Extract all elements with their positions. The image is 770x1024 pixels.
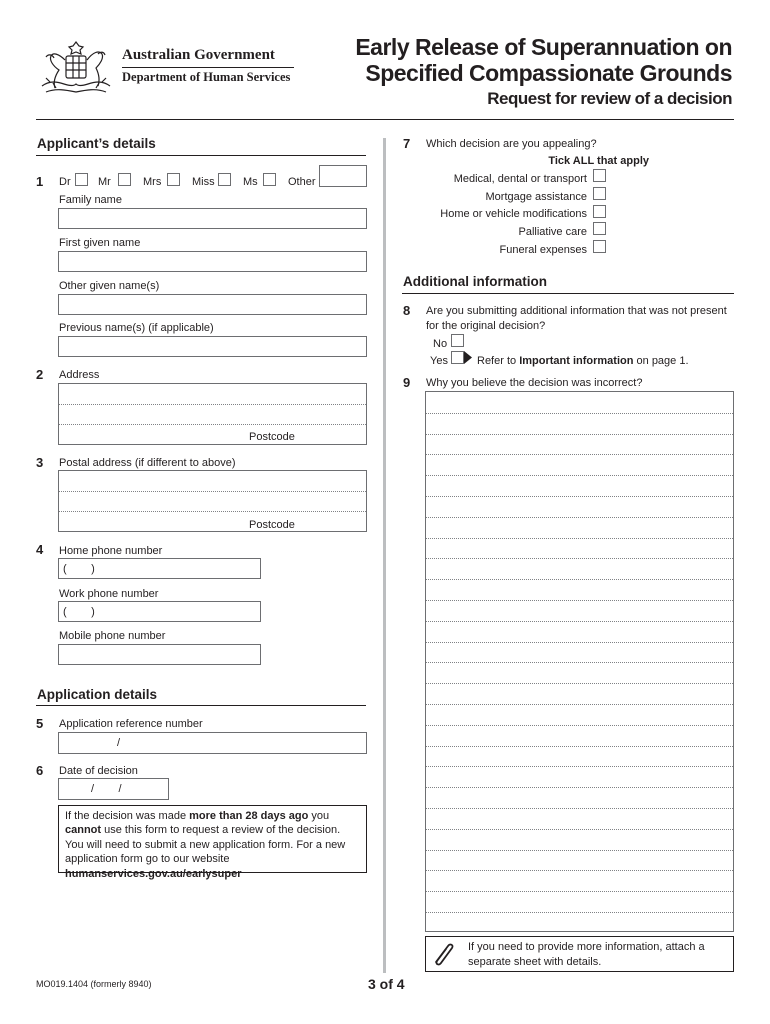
q8-refer-text [477,355,689,367]
applicant-heading: Applicant’s details [37,136,156,151]
attach-line1: If you need to provide more information, attach a [468,941,705,953]
applicant-heading-rule [36,155,366,156]
ref-number-slash: / [117,737,121,749]
answer-line [426,891,733,892]
answer-line [426,413,733,414]
q7-question: Which decision are you appealing? [426,138,597,150]
title-other-label: Other [288,176,316,188]
option-funeral-label: Funeral expenses [499,244,587,256]
additional-heading: Additional information [403,274,547,289]
answer-line [426,517,733,518]
application-heading-rule [36,705,366,706]
q7-number: 7 [403,136,411,151]
home-phone-label: Home phone number [59,545,163,557]
option-palliative-label: Palliative care [518,226,587,238]
answer-line [426,766,733,767]
date-of-decision-label: Date of decision [59,765,138,777]
note-text-1: If the decision was made [65,810,190,822]
coat-of-arms-logo [36,36,116,100]
form-title-line1: Early Release of Superannuation on [355,34,732,60]
answer-line [426,746,733,747]
answer-line [426,808,733,809]
note-bold-1: more than 28 days ago [189,810,309,822]
answer-line [426,538,733,539]
q8-yes-checkbox[interactable] [451,351,464,364]
date-slashes: / / [91,783,122,795]
paperclip-icon [430,940,456,968]
title-miss-label: Miss [192,176,215,188]
family-name-input[interactable] [58,208,367,229]
option-funeral-checkbox[interactable] [593,240,606,253]
postal-postcode-label: Postcode [249,519,295,531]
q9-number: 9 [403,375,411,390]
answer-line [426,912,733,913]
address-label: Address [59,369,100,381]
title-ms-checkbox[interactable] [263,173,276,186]
answer-line [426,850,733,851]
option-palliative-checkbox[interactable] [593,222,606,235]
answer-line [426,496,733,497]
note-text-3: use this form to request a review of the decision. You will need to submit a new application form. For a new application form go to our website [65,824,346,866]
page-number: 3 of 4 [368,976,405,992]
postal-address-label: Postal address (if different to above) [59,457,236,469]
note-bold-2: cannot [65,824,102,837]
q4-number: 4 [36,542,44,557]
refer-post: on page 1. [633,355,689,367]
answer-line [426,870,733,871]
q8-line2: for the original decision? [426,320,546,332]
q6-number: 6 [36,763,44,778]
header-logo-divider [122,67,294,68]
website-link[interactable]: humanservices.gov.au/earlysuper [65,867,242,880]
mobile-phone-label: Mobile phone number [59,630,166,642]
answer-line [426,621,733,622]
title-other-input[interactable] [319,165,367,187]
refer-bold: Important information [519,355,634,367]
gov-name: Australian Government [122,47,275,63]
postal-address-input[interactable] [58,470,367,532]
answer-line [426,642,733,643]
option-modifications-label: Home or vehicle modifications [440,208,587,220]
address-postcode-label: Postcode [249,431,295,443]
q8-line1: Are you submitting additional information that was not present [426,305,727,317]
home-phone-parens: ( ) [63,563,95,575]
option-modifications-checkbox[interactable] [593,205,606,218]
form-code: MO019.1404 (formerly 8940) [36,979,152,989]
column-divider [383,138,386,973]
answer-line [426,600,733,601]
q1-number: 1 [36,174,44,189]
q8-number: 8 [403,303,411,318]
work-phone-parens: ( ) [63,606,95,618]
tick-all-label: Tick ALL that apply [548,155,649,167]
title-dr-checkbox[interactable] [75,173,88,186]
attach-line2: separate sheet with details. [468,956,602,968]
q8-yes-label: Yes [430,355,448,367]
work-phone-label: Work phone number [59,588,159,600]
form-title-line2: Specified Compassionate Grounds [365,60,732,86]
family-name-label: Family name [59,194,122,206]
first-given-name-label: First given name [59,237,141,249]
q8-no-label: No [433,338,448,350]
title-dr-label: Dr [59,176,71,188]
answer-line [426,704,733,705]
q2-number: 2 [36,367,44,382]
previous-names-input[interactable] [58,336,367,357]
title-mrs-checkbox[interactable] [167,173,180,186]
dept-name: Department of Human Services [122,70,291,84]
other-given-names-input[interactable] [58,294,367,315]
option-medical-checkbox[interactable] [593,169,606,182]
title-ms-label: Ms [243,176,258,188]
answer-line [426,787,733,788]
note-text-2: you [308,810,330,822]
answer-line [426,454,733,455]
late-decision-note [58,805,367,880]
title-mr-label: Mr [98,176,111,188]
q5-number: 5 [36,716,44,731]
title-mrs-label: Mrs [143,176,162,188]
option-medical-label: Medical, dental or transport [453,173,587,185]
other-given-names-label: Other given name(s) [59,280,160,292]
answer-line [426,683,733,684]
form-subtitle: Request for review of a decision [487,89,732,108]
previous-names-label: Previous name(s) (if applicable) [59,322,214,334]
answer-line [426,434,733,435]
answer-line [426,558,733,559]
additional-heading-rule [402,293,734,294]
address-input[interactable] [58,383,367,445]
ref-number-input[interactable] [58,732,367,754]
mobile-phone-input[interactable] [58,644,261,665]
title-miss-checkbox[interactable] [218,173,231,186]
arrow-right-icon [464,351,472,364]
option-mortgage-label: Mortgage assistance [485,191,587,203]
ref-number-label: Application reference number [59,718,203,730]
answer-line [426,662,733,663]
answer-line [426,475,733,476]
first-given-name-input[interactable] [58,251,367,272]
refer-pre: Refer to [477,355,520,367]
q3-number: 3 [36,455,44,470]
answer-line [426,725,733,726]
q9-answer-textarea[interactable] [425,391,734,932]
option-mortgage-checkbox[interactable] [593,187,606,200]
answer-line [426,829,733,830]
title-mr-checkbox[interactable] [118,173,131,186]
q8-no-checkbox[interactable] [451,334,464,347]
header-rule [36,119,734,120]
application-heading: Application details [37,687,158,702]
answer-line [426,579,733,580]
q9-question: Why you believe the decision was incorrect? [426,377,643,389]
